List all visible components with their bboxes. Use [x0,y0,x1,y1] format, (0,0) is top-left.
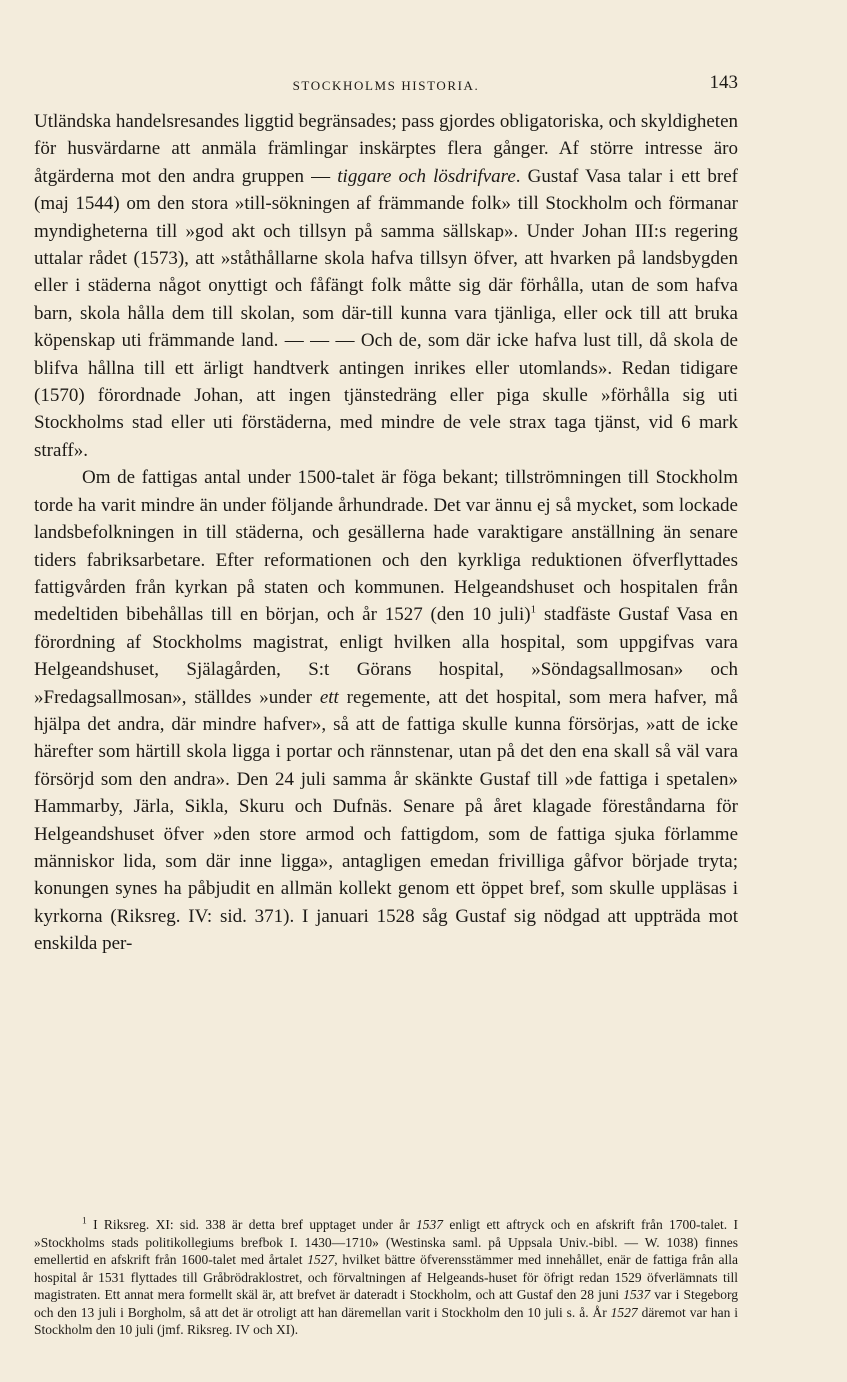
footnote-marker: 1 [82,1216,87,1227]
text-run: var i Stegeborg och den 13 juli i Borgholm, så att det är otroligt att han däremellan varit i Stockholm den 10 juli s. å. År [34,1287,738,1320]
paragraph [34,108,738,464]
italic-text: 1527 [610,1304,638,1320]
running-title: STOCKHOLMS HISTORIA. [292,78,480,93]
text-run: , hvilket bättre öfverensstämmer med innehållet, enär de fattiga från alla hospital år 1531 flyttades till Gråbrödraklostret, och förvaltningen af Helgeands-huset för öfrigt redan 1529 öfverlämnats till magistraten. Ett annat mera formellt skäl är, att brefvet är dateradt i Stockholm, och att Gustaf den 28 juni [34,1252,738,1302]
text-run: Om de fattigas antal under 1500-talet är föga bekant; tillströmningen till Stockholm torde ha varit mindre än under följande århundrade. Det var ännu ej så mycket, som lockade landsbefolkningen in till städerna, och gesällerna hade varaktigare anställning än senare tiders fabriksarbetare. Efter reformationen och den kyrkliga reduktionen öfverflyttades fattigvården från kyrkan på staten och kommunen. Helgeandshuset och hospitalen från medeltiden bibehållas till en början, och år 1527 (den 10 juli) [34,467,738,626]
italic-text: ett [319,686,339,708]
body-text [34,108,738,958]
italic-text: tiggare och lösdrifvare [337,165,516,187]
italic-text: 1537 [623,1287,651,1302]
text-run: I Riksreg. XI: sid. 338 är detta bref upptaget under år [86,1217,417,1232]
text-run: enligt ett aftryck och en afskrift från 1700-talet. I »Stockholms stads politikollegiums brefbok I. 1430—1710» (Westinska saml. på Uppsala Univ.-bibl. — W. 1038) finnes emellertid en afskrift från 1600-talet med årtalet [34,1217,738,1267]
italic-text: 1537 [416,1217,444,1232]
page-number: 143 [709,72,738,93]
text-run: stadfäste Gustaf Vasa en förordning af Stockholms magistrat, enligt hvilken alla hospital, som uppgifvas vara Helgeandshuset, Själagården, S:t Görans hospital, »Söndagsallmosan» och »Fredagsallmosan», ställdes »under [34,604,739,708]
italic-text: 1527 [307,1252,335,1267]
running-head [34,72,738,96]
footnote [34,1216,738,1339]
text-run: regemente, att det hospital, som mera hafver, må hjälpa det andra, där mindre hafver», så att de fattiga skulle kunna försörjas, »att de icke härefter som härtill skola ligga i portar och rännstenar, utan på det den ena skall så väl vara försörjd som den andra». Den 24 juli samma år skänkte Gustaf till »de fattiga i spetalen» Hammarby, Järla, Sikla, Skuru och Dufnäs. Senare på året klagade föreståndarna för Helgeandshuset öfver »den store armod och fattigdom, som de fattiga sjuka förlamme människor lida, som där inne ligga», antagligen emedan frivilliga gåfvor började tryta; konungen synes ha påbjudit en allmän kollekt genom ett öppet bref, som skulle uppläsas i kyrkorna (Riksreg. IV: sid. 371). I januari 1528 såg Gustaf sig nödgad att uppträda mot enskilda per- [34,686,738,955]
text-run: Utländska handelsresandes liggtid begränsades; pass gjordes obligatoriska, och skyldigheten för husvärdarne att anmäla främlingar inskärptes flera gånger. Af större intresse äro åtgärderna mot den andra gruppen — [34,111,738,187]
paragraph [34,464,738,957]
text-run: däremot var han i Stockholm den 10 juli (jmf. Riksreg. IV och XI). [34,1304,738,1337]
footnote-marker: 1 [530,603,537,616]
text-run: . Gustaf Vasa talar i ett bref (maj 1544) om den stora »till-sökningen af främmande folk» till Stockholm och förmanar myndigheterna till »god akt och tillsyn på samma sällskap». Under Johan III:s regering uttalar rådet (1573), att »ståthållarne skola hafva tillsyn öfver, att hvarken på landsbygden eller i städerna något onyttigt och fåfängt folk måtte sig där förhålla, utan de som hafva barn, skola hålla dem till skolan, som där-till kunna vara tjänliga, eller ock till att bruka köpenskap uti främmande land. — — — Och de, som där icke hafva lust till, då skola de blifva hållna till ett ärligt handtverk antingen inrikes eller utomlands». Redan tidigare (1570) förordnade Johan, att ingen tjänstedräng eller piga skulle »förhålla sig uti Stockholms stad eller uti förstäderna, med mindre de vele strax taga tjänst, vid 6 mark straff». [34,165,738,461]
